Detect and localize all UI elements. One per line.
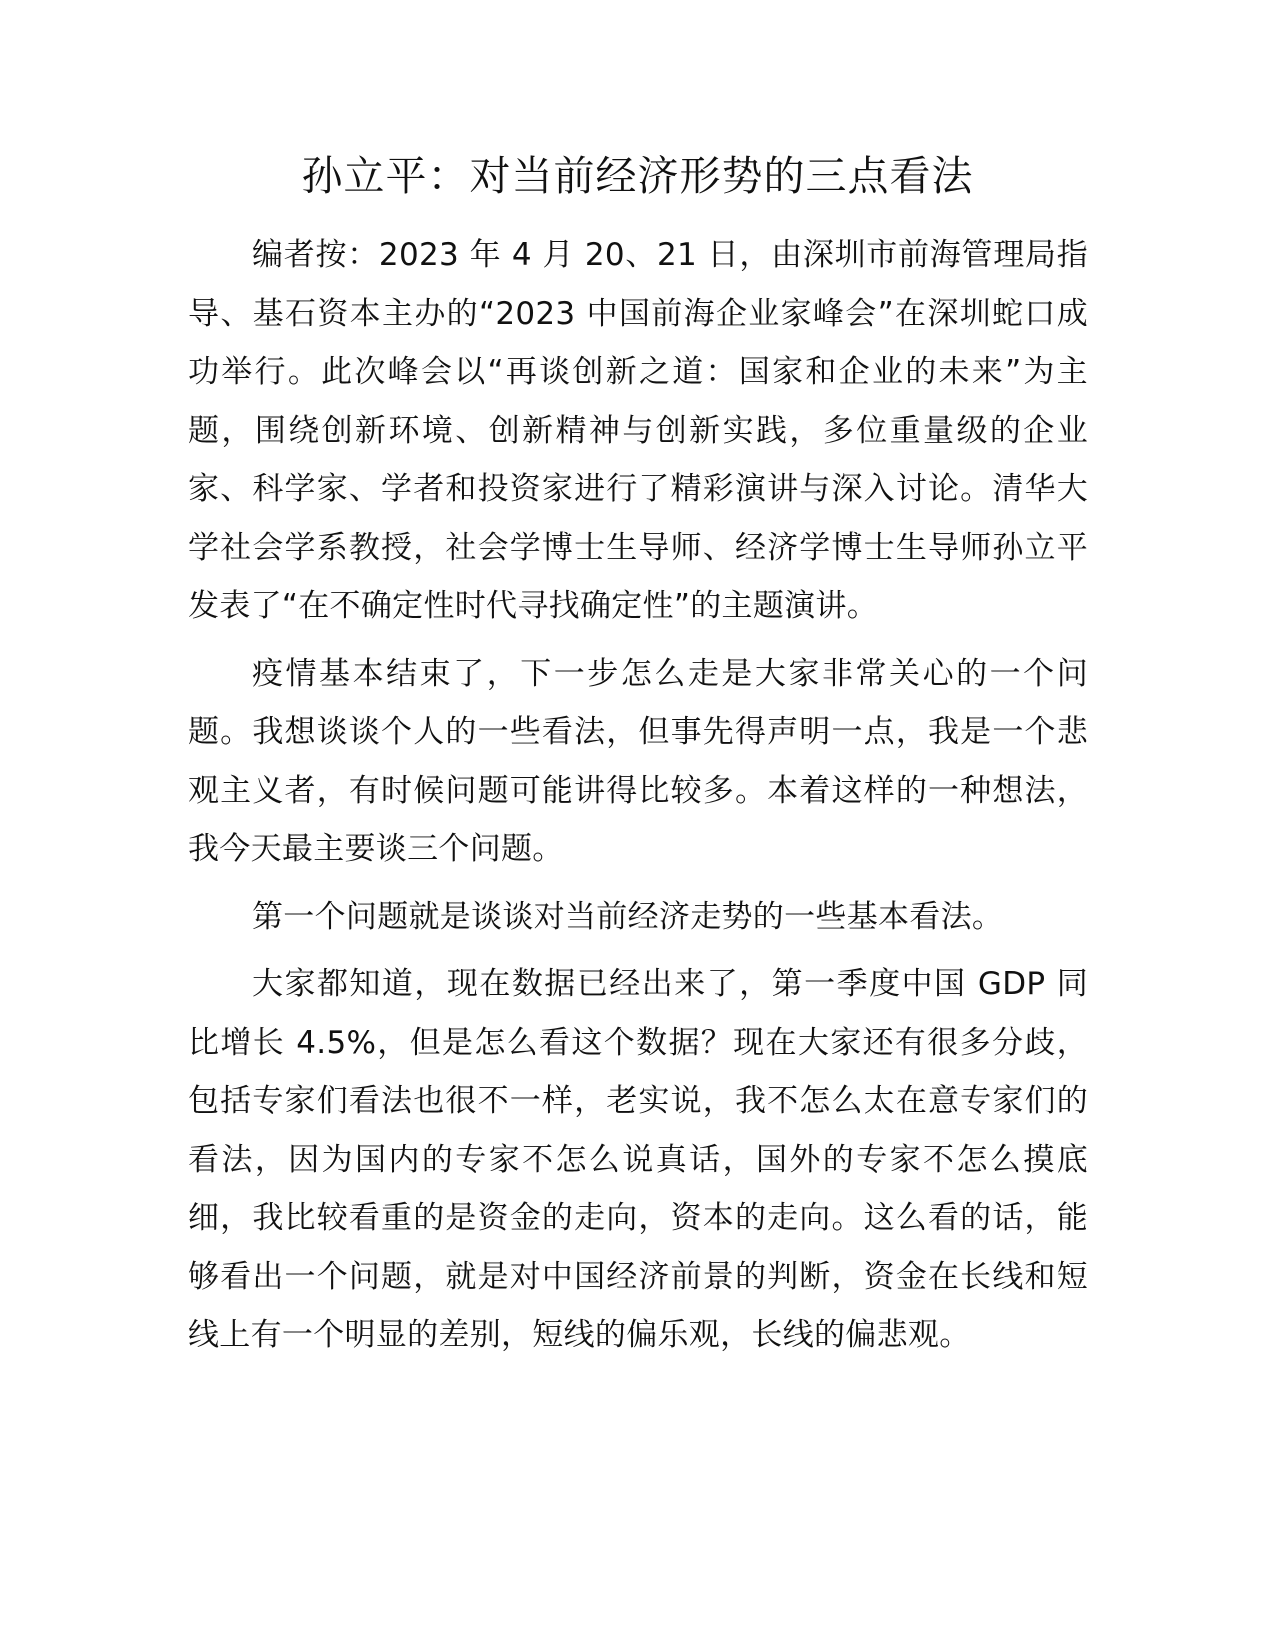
document-body xyxy=(188,226,1088,1374)
document-title: 孙立平：对当前经济形势的三点看法 xyxy=(301,152,974,200)
body-paragraph: 第一个问题就是谈谈对当前经济走势的一些基本看法。 xyxy=(252,898,1004,935)
body-paragraph: 大家都知道，现在数据已经出来了，第一季度中国 GDP 同比增长 4.5%，但是怎么看这个数据？现在大家还有很多分歧，包括专家们看法也很不一样，老实说，我不怎么太在意专家们的看法，因为国内的专家不怎么说真话，国外的专家不怎么摸底细，我比较看重的是资金的走向，资本的走向。这么看的话，能够看出一个问题，就是对中国经济前景的判断，资金在长线和短线上有一个明显的差别，短线的偏乐观，长线的偏悲观。 xyxy=(188,966,1088,1353)
editor-note-paragraph: 编者按：2023 年 4 月 20、21 日，由深圳市前海管理局指导、基石资本主办的“2023 中国前海企业家峰会”在深圳蛇口成功举行。此次峰会以“再谈创新之道：国家和企业的未来”为主题，围绕创新环境、创新精神与创新实践，多位重量级的企业家、科学家、学者和投资家进行了精彩演讲与深入讨论。清华大学社会学系教授，社会学博士生导师、经济学博士生导师孙立平发表了“在不确定性时代寻找确定性”的主题演讲。 xyxy=(188,237,1088,624)
body-paragraph: 疫情基本结束了，下一步怎么走是大家非常关心的一个问题。我想谈谈个人的一些看法，但事先得声明一点，我是一个悲观主义者，有时候问题可能讲得比较多。本着这样的一种想法，我今天最主要谈三个问题。 xyxy=(188,655,1088,867)
